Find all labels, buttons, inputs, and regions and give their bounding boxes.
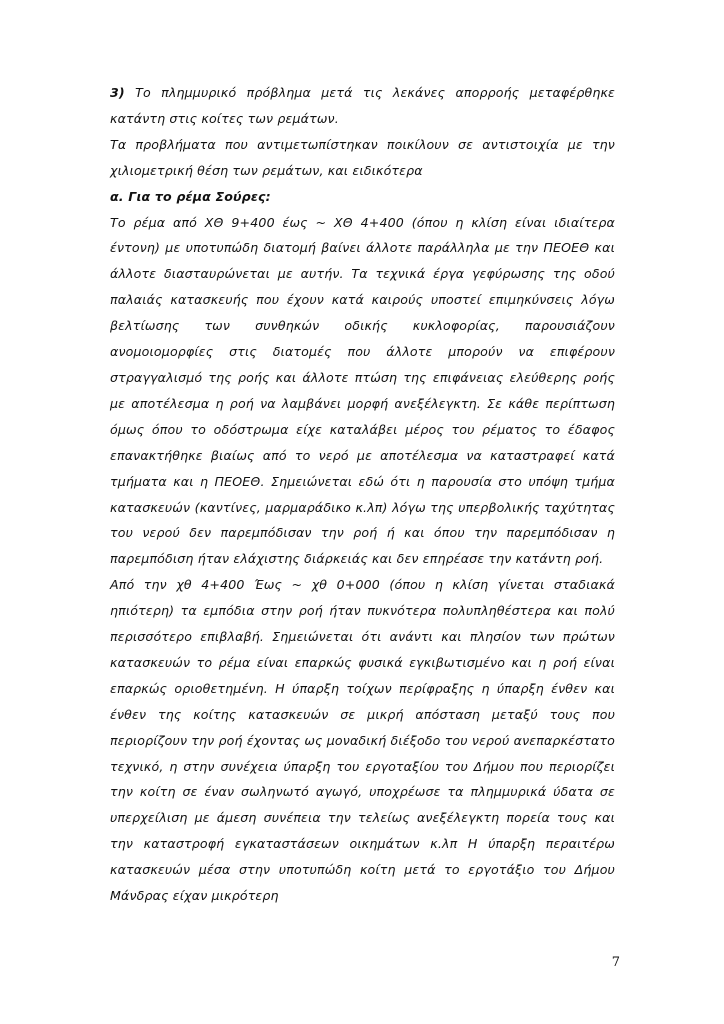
section-a-heading: α. Για το ρέμα Σούρες: — [110, 188, 271, 204]
item-3-text: Το πλημμυρικό πρόβλημα μετά τις λεκάνες απορροής μεταφέρθηκε κατάντη στις κοίτες των ρεμάτων. — [110, 85, 615, 126]
document-body — [110, 80, 615, 909]
body-paragraph-1: Το ρέμα από ΧΘ 9+400 έως ~ ΧΘ 4+400 (όπου η κλίση είναι ιδιαίτερα έντονη) με υποτυπώδη διατομή βαίνει άλλοτε παράλληλα με την ΠΕΟΕΘ και άλλοτε διασταυρώνεται με αυτήν. Τα τεχνικά έργα γεφύρωσης της οδού παλαιάς κατασκευής που έχουν κατά καιρούς υποστεί επιμηκύνσεις λόγω βελτίωσης των συνθηκών οδικής κυκλοφορίας, παρουσιάζουν ανομοιομορφίες στις διατομές που άλλοτε μπορούν να επιφέρουν στραγγαλισμό της ροής και άλλοτε πτώση της επιφάνειας ελεύθερης ροής με αποτέλεσμα η ροή να λαμβάνει μορφή ανεξέλεγκτη. Σε κάθε περίπτωση όμως όπου το οδόστρωμα είχε καταλάβει μέρος του ρέματος το έδαφος επανακτήθηκε βιαίως από το νερό με αποτέλεσμα να καταστραφεί κατά τμήματα και η ΠΕΟΕΘ. Σημειώνεται εδώ ότι η παρουσία στο υπόψη τμήμα κατασκευών (καντίνες, μαρμαράδικο κ.λπ) λόγω της υπερβολικής ταχύτητας του νερού δεν παρεμπόδισαν την ροή ή και όπου την παρεμπόδισαν η παρεμπόδιση ήταν ελάχιστης διάρκειάς και δεν επηρέασε την κατάντη ροή. — [110, 214, 615, 567]
item-3-paragraph — [110, 80, 615, 132]
item-3-number: 3) — [110, 85, 125, 100]
intro-paragraph: Τα προβλήματα που αντιμετωπίστηκαν ποικίλουν σε αντιστοιχία με την χιλιομετρική θέση των ρεμάτων, και ειδικότερα — [110, 136, 615, 178]
body-paragraph-2: Από την χθ 4+400 Έως ~ χθ 0+000 (όπου η κλίση γίνεται σταδιακά ηπιότερη) τα εμπόδια στην ροή ήταν πυκνότερα πολυπληθέστερα και πολύ περισσότερο επιβλαβή. Σημειώνεται ότι ανάντι και πλησίον των πρώτων κατασκευών το ρέμα είναι επαρκώς φυσικά εγκιβωτισμένο και η ροή είναι επαρκώς οριοθετημένη. Η ύπαρξη τοίχων περίφραξης η ύπαρξη ένθεν και ένθεν της κοίτης κατασκευών σε μικρή απόσταση μεταξύ τους που περιορίζουν την ροή έχοντας ως μοναδική διέξοδο του νερού ανεπαρκέστατο τεχνικό, η στην συνέχεια ύπαρξη του εργοταξίου του Δήμου που περιορίζει την κοίτη σε έναν σωληνωτό αγωγό, υποχρέωσε τα πλημμυρικά ύδατα σε υπερχείλιση με άμεση συνέπεια την τελείως ανεξέλεγκτη πορεία τους και την καταστροφή εγκαταστάσεων οικημάτων κ.λπ Η ύπαρξη περαιτέρω κατασκευών μέσα στην υποτυπώδη κοίτη μετά το εργοτάξιο του Δήμου Μάνδρας είχαν μικρότερη — [110, 577, 615, 904]
page-number: 7 — [611, 955, 620, 970]
